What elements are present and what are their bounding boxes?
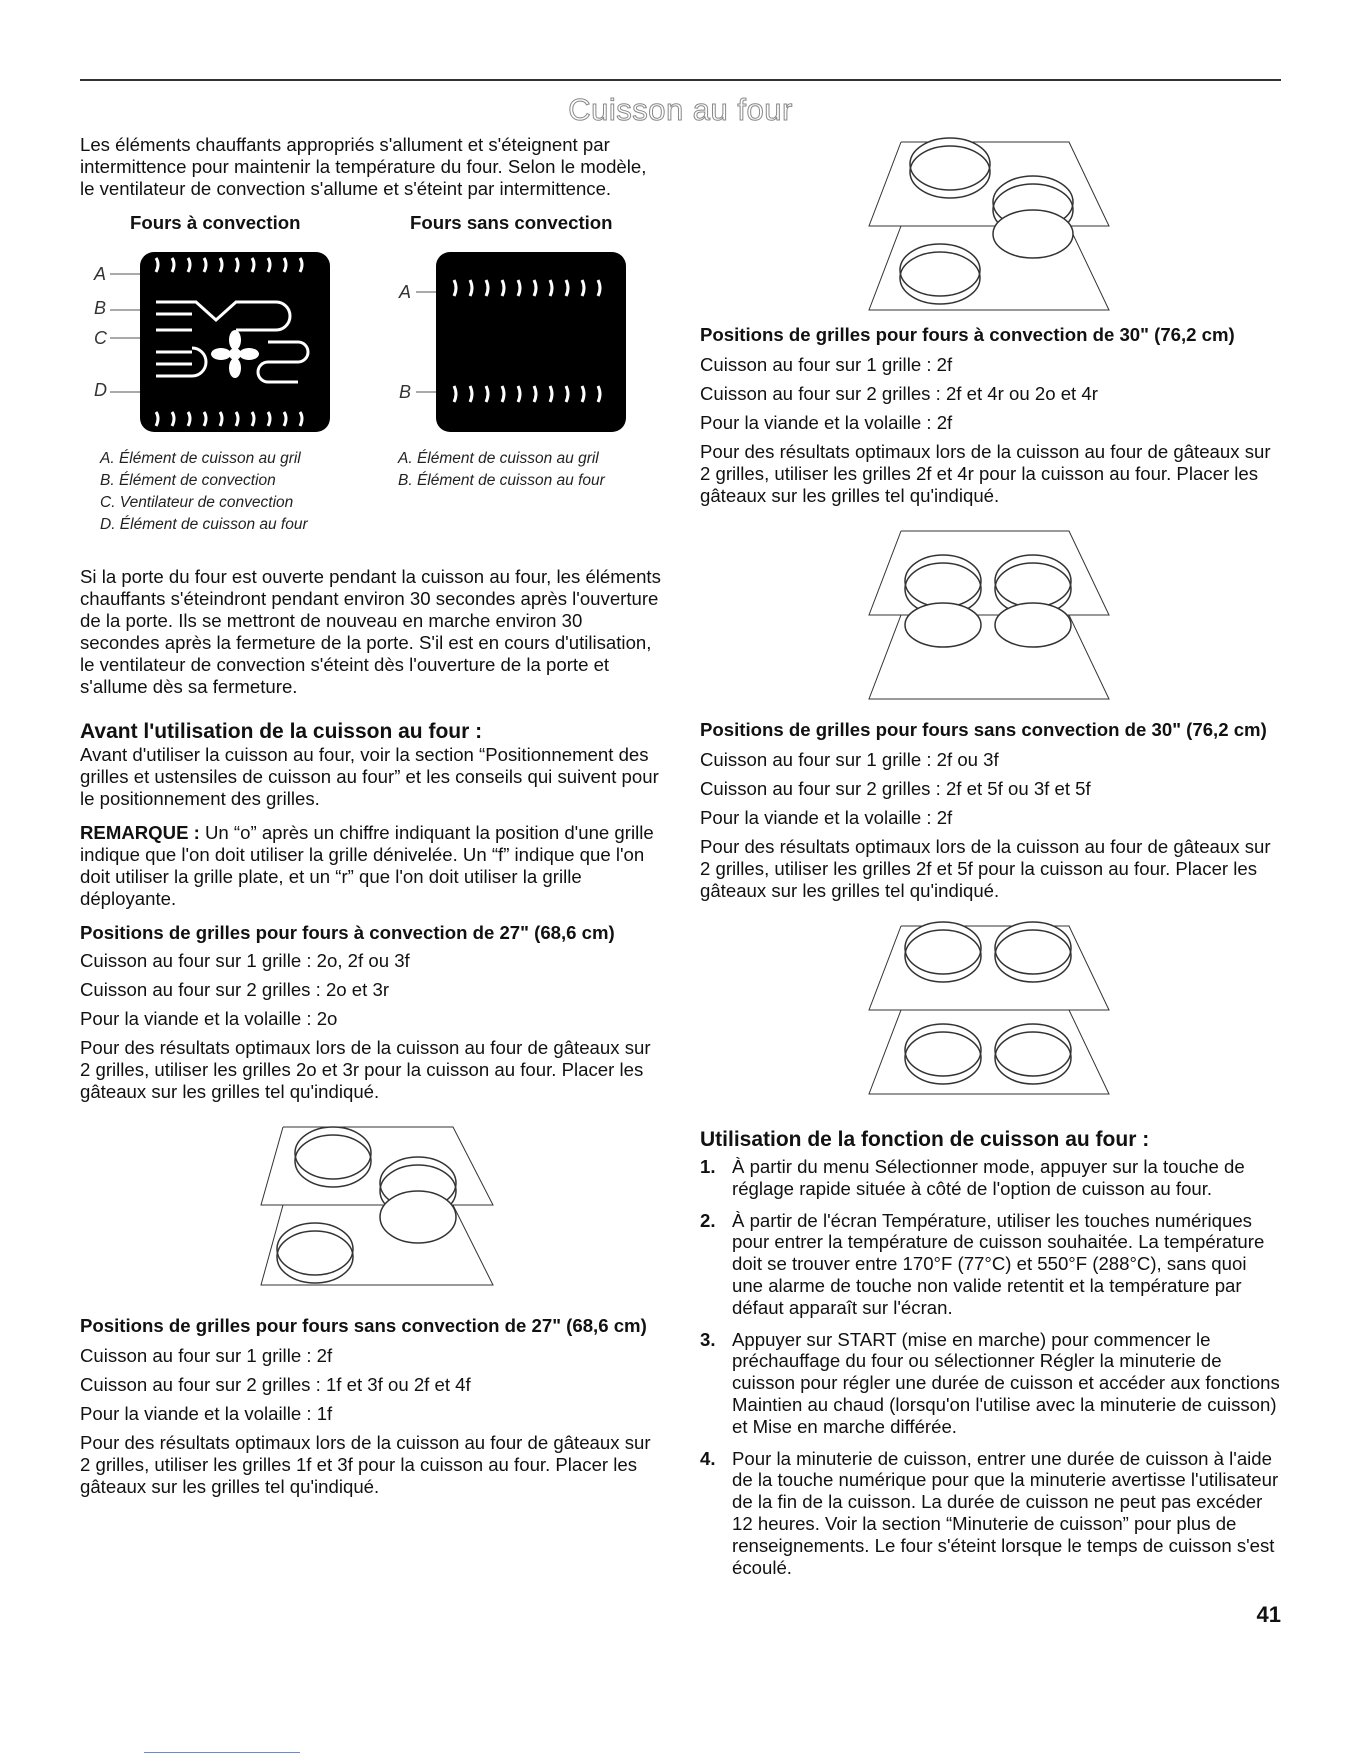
label-b: B: [94, 298, 107, 318]
oven-diagrams: [80, 212, 665, 533]
nonconv30-one-rack: Cuisson au four sur 1 grille : 2f ou 3f: [700, 749, 999, 770]
conv30-heading: Positions de grilles pour fours à convection de 30" (76,2 cm): [700, 324, 1235, 345]
nonconv27-meat: Pour la viande et la volaille : 1f: [80, 1403, 333, 1424]
step-text: À partir du menu Sélectionner mode, appuyer sur la touche de réglage rapide située à côté de l'option de cuisson au four.: [732, 1156, 1245, 1199]
rack-diagram-nonconv30: [855, 914, 1125, 1104]
legend-item: A. Élément de cuisson au gril: [398, 450, 599, 467]
usage-heading: Utilisation de la fonction de cuisson au four :: [700, 1128, 1150, 1151]
non-convection-heading: Fours sans convection: [410, 212, 613, 233]
legend-item: B. Élément de cuisson au four: [398, 472, 605, 489]
usage-step: [700, 1156, 1280, 1200]
nonconv30-meat: Pour la viande et la volaille : 2f: [700, 807, 953, 828]
step-text: À partir de l'écran Température, utiliser les touches numériques pour entrer la température de cuisson souhaitée. La température doit se trouver entre 170°F (77°C) et 550°F (288°C), sans quoi une alarme de touche non valide retentit et la température par défaut apparaît sur l'écran.: [732, 1209, 1265, 1318]
door-paragraph: Si la porte du four est ouverte pendant la cuisson au four, les éléments chauffants s'éteindront pendant environ 30 secondes après l'ouverture de la porte. Ils se mettront de nouveau en marche environ 30 secondes après la fermeture de la porte. S'il est en cours d'utilisation, le ventilateur de convection s'éteint dès l'ouverture de la porte et s'allume dès sa fermeture.: [80, 566, 661, 697]
usage-step: [700, 1448, 1280, 1579]
footer-rule: [144, 1752, 300, 1753]
usage-steps: [700, 1156, 1280, 1578]
note-paragraph: [80, 822, 665, 910]
nonconv30-heading: Positions de grilles pour fours sans convection de 30" (76,2 cm): [700, 719, 1267, 740]
note-text: Un “o” après un chiffre indiquant la position d'une grille indique que l'on doit utiliser la grille dénivelée. Un “f” indique que l'on doit utiliser la grille plate, et un “r” que l'on doit utiliser la grille déployante.: [80, 822, 654, 909]
non-convection-legend: [398, 448, 605, 492]
page-title: Cuisson au four: [568, 92, 793, 127]
rack-diagram-conv30-cakes: [855, 519, 1125, 709]
conv30-meat: Pour la viande et la volaille : 2f: [700, 412, 953, 433]
legend-item: A. Élément de cuisson au gril: [100, 450, 301, 467]
label-c: C: [94, 328, 107, 348]
step-text: Pour la minuterie de cuisson, entrer une durée de cuisson à l'aide de la touche numérique pour que la minuterie avertisse l'utilisateur de la fin de la cuisson. La durée de cuisson ne peut pas excéder 12 heures. Voir la section “Minuterie de cuisson” pour plus de renseignements. Le four s'éteint lorsque le temps de cuisson s'est écoulé.: [732, 1447, 1279, 1578]
nonconv27-heading: Positions de grilles pour fours sans convection de 27" (68,6 cm): [80, 1315, 647, 1336]
step-number: 4.: [700, 1447, 716, 1469]
before-use-heading: Avant l'utilisation de la cuisson au four :: [80, 720, 483, 743]
label-d: D: [94, 380, 107, 400]
conv27-one-rack: Cuisson au four sur 1 grille : 2o, 2f ou 3f: [80, 950, 410, 971]
step-number: 2.: [700, 1209, 716, 1231]
legend-item: C. Ventilateur de convection: [100, 494, 294, 511]
step-number: 1.: [700, 1156, 716, 1177]
top-rule: [80, 79, 1281, 81]
nc-label-a: A: [399, 282, 412, 302]
nonconv27-two-racks: Cuisson au four sur 2 grilles : 1f et 3f ou 2f et 4f: [80, 1374, 471, 1395]
intro-paragraph: Les éléments chauffants appropriés s'allument et s'éteignent par intermittence pour maintenir la température du four. Selon le modèle, le ventilateur de convection s'allume et s'éteint par intermittence.: [80, 134, 647, 199]
left-column: [80, 134, 665, 1510]
conv27-two-racks: Cuisson au four sur 2 grilles : 2o et 3r: [80, 979, 390, 1000]
note-label: REMARQUE :: [80, 822, 200, 843]
convection-oven-diagram: [108, 252, 338, 442]
conv30-cakes: Pour des résultats optimaux lors de la cuisson au four de gâteaux sur 2 grilles, utiliser les grilles 2f et 4r pour la cuisson au four. Placer les gâteaux sur les grilles tel qu'indiqué.: [700, 441, 1271, 506]
nonconv27-one-rack: Cuisson au four sur 1 grille : 2f: [80, 1345, 333, 1366]
conv27-heading: Positions de grilles pour fours à convection de 27" (68,6 cm): [80, 922, 615, 943]
label-a: A: [94, 264, 107, 284]
non-convection-oven-diagram: [410, 252, 630, 442]
nonconv30-cakes: Pour des résultats optimaux lors de la cuisson au four de gâteaux sur 2 grilles, utiliser les grilles 2f et 5f pour la cuisson au four. Placer les gâteaux sur les grilles tel qu'indiqué.: [700, 836, 1271, 901]
legend-item: B. Élément de convection: [100, 472, 276, 489]
conv27-cakes: Pour des résultats optimaux lors de la cuisson au four de gâteaux sur 2 grilles, utiliser les grilles 2o et 3r pour la cuisson au four. Placer les gâteaux sur les grilles tel qu'indiqué.: [80, 1037, 651, 1102]
step-number: 3.: [700, 1328, 716, 1350]
nonconv30-two-racks: Cuisson au four sur 2 grilles : 2f et 5f ou 3f et 5f: [700, 778, 1091, 799]
nc-label-b: B: [399, 382, 412, 402]
before-use-text: Avant d'utiliser la cuisson au four, voir la section “Positionnement des grilles et ustensiles de cuisson au four” et les conseils qui suivent pour le positionnement des grilles.: [80, 744, 659, 809]
convection-legend: [100, 448, 308, 536]
rack-diagram-conv27: [243, 1115, 503, 1305]
convection-heading: Fours à convection: [130, 212, 301, 233]
usage-step: [700, 1210, 1280, 1319]
conv27-meat: Pour la viande et la volaille : 2o: [80, 1008, 338, 1029]
step-text: Appuyer sur START (mise en marche) pour commencer le préchauffage du four ou sélectionner Régler la minuterie de cuisson pour régler une durée de cuisson et accéder aux fonctions Maintien au chaud (lorsqu'on l'utilise avec la minuterie de cuisson) et Mise en marche différée.: [732, 1328, 1280, 1437]
page-number: 41: [1256, 1602, 1281, 1627]
conv30-one-rack: Cuisson au four sur 1 grille : 2f: [700, 354, 953, 375]
legend-item: D. Élément de cuisson au four: [100, 516, 308, 533]
rack-diagram-conv30: [855, 130, 1125, 320]
conv30-two-racks: Cuisson au four sur 2 grilles : 2f et 4r ou 2o et 4r: [700, 383, 1098, 404]
usage-step: [700, 1329, 1280, 1438]
nonconv27-cakes: Pour des résultats optimaux lors de la cuisson au four de gâteaux sur 2 grilles, utiliser les grilles 1f et 3f pour la cuisson au four. Placer les gâteaux sur les grilles tel qu'indiqué.: [80, 1432, 651, 1497]
right-column: [700, 134, 1280, 1588]
